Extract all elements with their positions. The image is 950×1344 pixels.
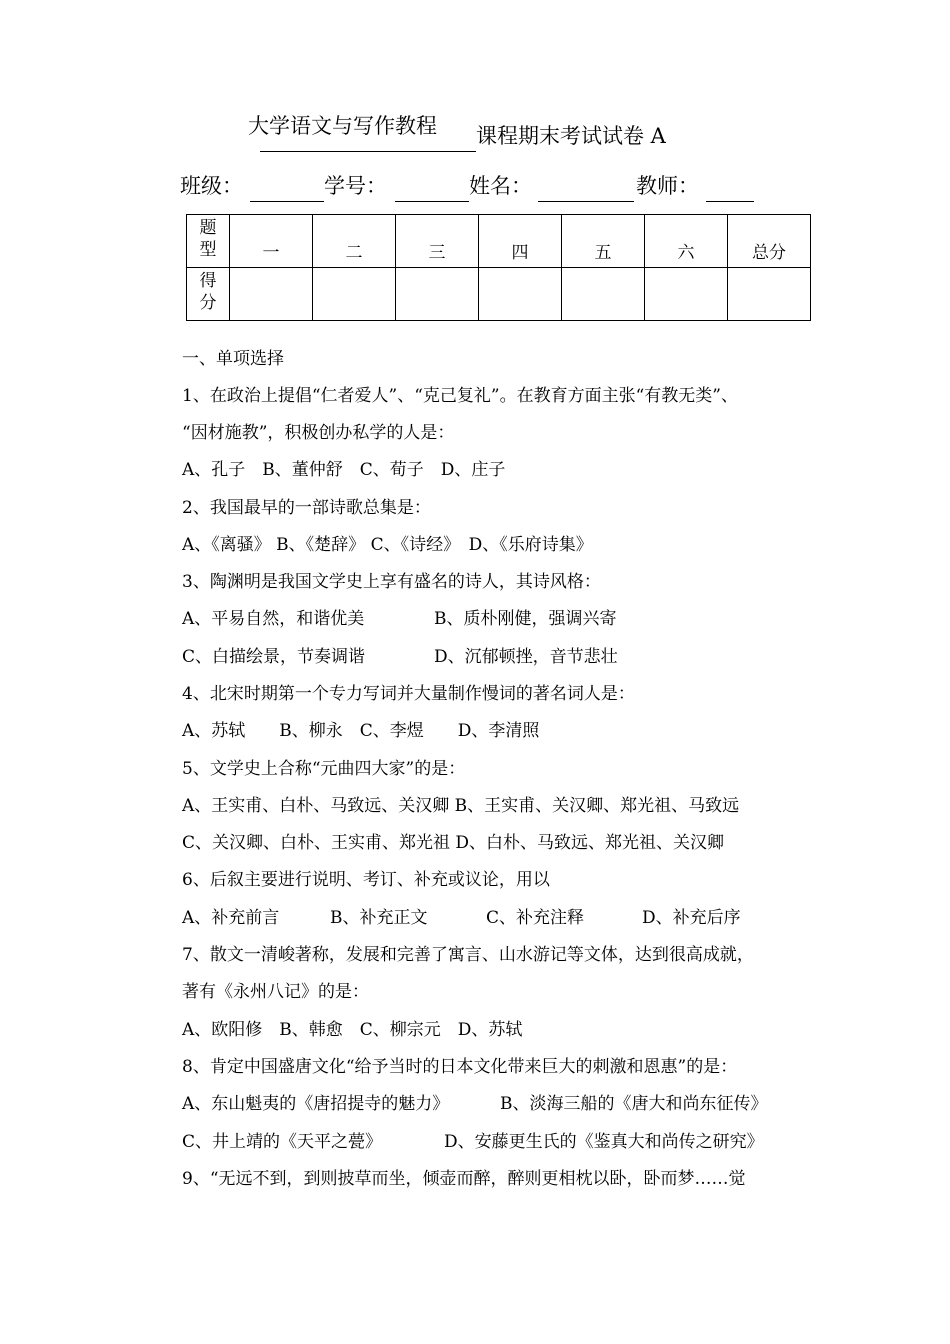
column-header: 四 xyxy=(479,215,562,268)
column-header: 五 xyxy=(562,215,645,268)
question-text: 4、北宋时期第一个专力写词并大量制作慢词的著名词人是： xyxy=(182,684,635,704)
score-header: 得 分 xyxy=(187,268,230,321)
option-c: C、补充注释 xyxy=(486,908,585,928)
score-cell[interactable] xyxy=(230,268,313,321)
option-a: A、东山魁夷的《唐招提寺的魅力》 xyxy=(182,1094,450,1114)
option-b: B、淡海三船的《唐大和尚东征传》 xyxy=(500,1094,768,1114)
exam-title-suffix: 课程期末考试试卷 A xyxy=(476,124,666,148)
answer-options xyxy=(182,1092,802,1116)
score-table-header-row xyxy=(187,215,811,268)
class-label: 班级： xyxy=(180,174,243,198)
question-text: 2、我国最早的一部诗歌总集是： xyxy=(182,498,431,518)
answer-options xyxy=(182,607,782,631)
answer-options xyxy=(182,906,802,930)
score-cell[interactable] xyxy=(728,268,811,321)
teacher-blank[interactable] xyxy=(706,201,754,202)
score-cell[interactable] xyxy=(313,268,396,321)
score-cell[interactable] xyxy=(479,268,562,321)
option-b: B、补充正文 xyxy=(330,908,428,928)
name-label: 姓名： xyxy=(469,174,532,198)
question-text: 8、肯定中国盛唐文化“给予当时的日本文化带来巨大的刺激和恩惠”的是： xyxy=(182,1057,738,1077)
question-text: 1、在政治上提倡“仁者爱人”、“克己复礼”。在教育方面主张“有教无类”、 xyxy=(182,386,738,406)
question-text: 3、陶渊明是我国文学史上享有盛名的诗人，其诗风格： xyxy=(182,572,601,592)
score-table xyxy=(186,214,811,321)
option-d: D、沉郁顿挫，音节悲壮 xyxy=(434,647,618,667)
class-blank[interactable] xyxy=(250,201,324,202)
column-header: 三 xyxy=(396,215,479,268)
teacher-label: 教师： xyxy=(636,174,699,198)
column-header: 二 xyxy=(313,215,396,268)
column-header: 六 xyxy=(645,215,728,268)
question-type-header: 题 型 xyxy=(187,215,230,268)
student-id-blank[interactable] xyxy=(395,201,469,202)
answer-options xyxy=(182,1130,802,1154)
answer-options: A、欧阳修 B、韩愈 C、柳宗元 D、苏轼 xyxy=(182,1020,523,1040)
answer-options: A、孔子 B、董仲舒 C、荀子 D、庄子 xyxy=(182,460,506,480)
question-text: 著有《永州八记》的是： xyxy=(182,982,369,1002)
course-name-underline xyxy=(260,151,476,152)
score-table-score-row xyxy=(187,268,811,321)
answer-options: A、《离骚》 B、《楚辞》 C、《诗经》 D、《乐府诗集》 xyxy=(182,535,593,555)
answer-options: C、关汉卿、白朴、王实甫、郑光祖 D、白朴、马致远、郑光祖、关汉卿 xyxy=(182,833,725,853)
course-name: 大学语文与写作教程 xyxy=(248,114,437,138)
student-id-label: 学号： xyxy=(324,174,387,198)
question-text: “因材施教”，积极创办私学的人是： xyxy=(182,423,455,443)
section-heading: 一、单项选择 xyxy=(182,349,284,369)
name-blank[interactable] xyxy=(538,201,634,202)
question-text: 5、文学史上合称“元曲四大家”的是： xyxy=(182,759,466,779)
score-cell[interactable] xyxy=(562,268,645,321)
option-d: D、补充后序 xyxy=(642,908,741,928)
answer-options: A、王实甫、白朴、马致远、关汉卿 B、王实甫、关汉卿、郑光祖、马致远 xyxy=(182,796,740,816)
option-c: C、井上靖的《天平之甍》 xyxy=(182,1132,383,1152)
column-header: 一 xyxy=(230,215,313,268)
option-a: A、补充前言 xyxy=(182,908,280,928)
column-header: 总分 xyxy=(728,215,811,268)
option-d: D、安藤更生氏的《鉴真大和尚传之研究》 xyxy=(444,1132,764,1152)
question-text: 9、“无远不到，到则披草而坐，倾壶而醉，醉则更相枕以卧，卧而梦……觉 xyxy=(182,1169,746,1189)
answer-options xyxy=(182,645,782,669)
option-c: C、白描绘景，节奏调谐 xyxy=(182,647,366,667)
question-text: 6、后叙主要进行说明、考订、补充或议论，用以 xyxy=(182,870,550,890)
option-a: A、平易自然，和谐优美 xyxy=(182,609,365,629)
option-b: B、质朴刚健，强调兴寄 xyxy=(434,609,617,629)
score-cell[interactable] xyxy=(645,268,728,321)
score-cell[interactable] xyxy=(396,268,479,321)
question-text: 7、散文一清峻著称，发展和完善了寓言、山水游记等文体，达到很高成就， xyxy=(182,945,754,965)
answer-options: A、苏轼 B、柳永 C、李煜 D、李清照 xyxy=(182,721,540,741)
